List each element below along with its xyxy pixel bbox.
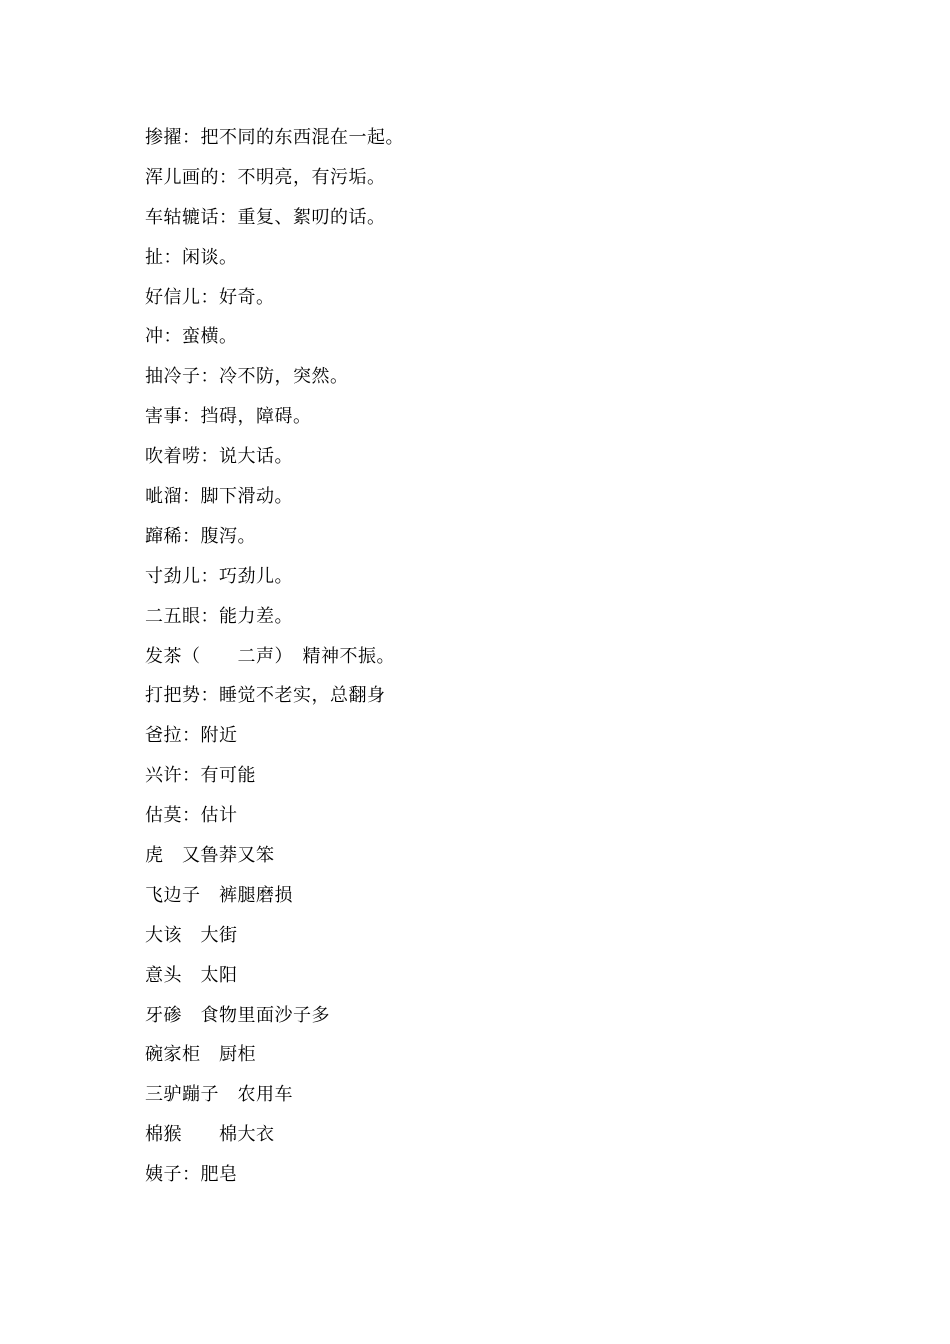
glossary-entry: 抽冷子：冷不防，突然。 <box>145 366 349 388</box>
glossary-entry: 吹着唠：说大话。 <box>145 446 293 468</box>
glossary-entry: 害事：挡碍，障碍。 <box>145 406 312 428</box>
glossary-entry: 呲溜：脚下滑动。 <box>145 486 293 508</box>
glossary-entry: 浑儿画的：不明亮，有污垢。 <box>145 166 386 188</box>
glossary-entry: 冲：蛮横。 <box>145 326 238 348</box>
glossary-entry: 虎 又鲁莽又笨 <box>145 845 275 867</box>
glossary-entry: 扯：闲谈。 <box>145 246 238 268</box>
glossary-entry: 棉猴 棉大衣 <box>145 1124 275 1146</box>
glossary-entry: 车轱辘话：重复、絮叨的话。 <box>145 206 386 228</box>
glossary-entry: 三驴蹦子 农用车 <box>145 1084 293 1106</box>
glossary-entry: 兴许：有可能 <box>145 765 256 787</box>
glossary-entry: 发茶（ 二声） 精神不振。 <box>145 645 395 667</box>
glossary-entry: 大该 大街 <box>145 924 238 946</box>
glossary-entry: 飞边子 裤腿磨损 <box>145 884 293 906</box>
glossary-entry: 意头 太阳 <box>145 964 238 986</box>
glossary-entry: 掺擢：把不同的东西混在一起。 <box>145 127 404 148</box>
glossary-entry: 碗家柜 厨柜 <box>145 1044 256 1066</box>
glossary-entry: 打把势：睡觉不老实，总翻身 <box>145 685 386 707</box>
glossary-entry: 牙碜 食物里面沙子多 <box>145 1004 330 1026</box>
glossary-entry: 二五眼：能力差。 <box>145 605 293 627</box>
glossary-entry: 好信儿：好奇。 <box>145 286 275 308</box>
glossary-entry: 蹿稀：腹泻。 <box>145 525 256 547</box>
glossary-entry: 估莫：估计 <box>145 805 238 827</box>
glossary-entry: 爸拉：附近 <box>145 725 238 747</box>
glossary-entry: 姨子：肥皂 <box>145 1164 238 1186</box>
glossary-list <box>145 118 404 1195</box>
glossary-entry: 寸劲儿：巧劲儿。 <box>145 565 293 587</box>
